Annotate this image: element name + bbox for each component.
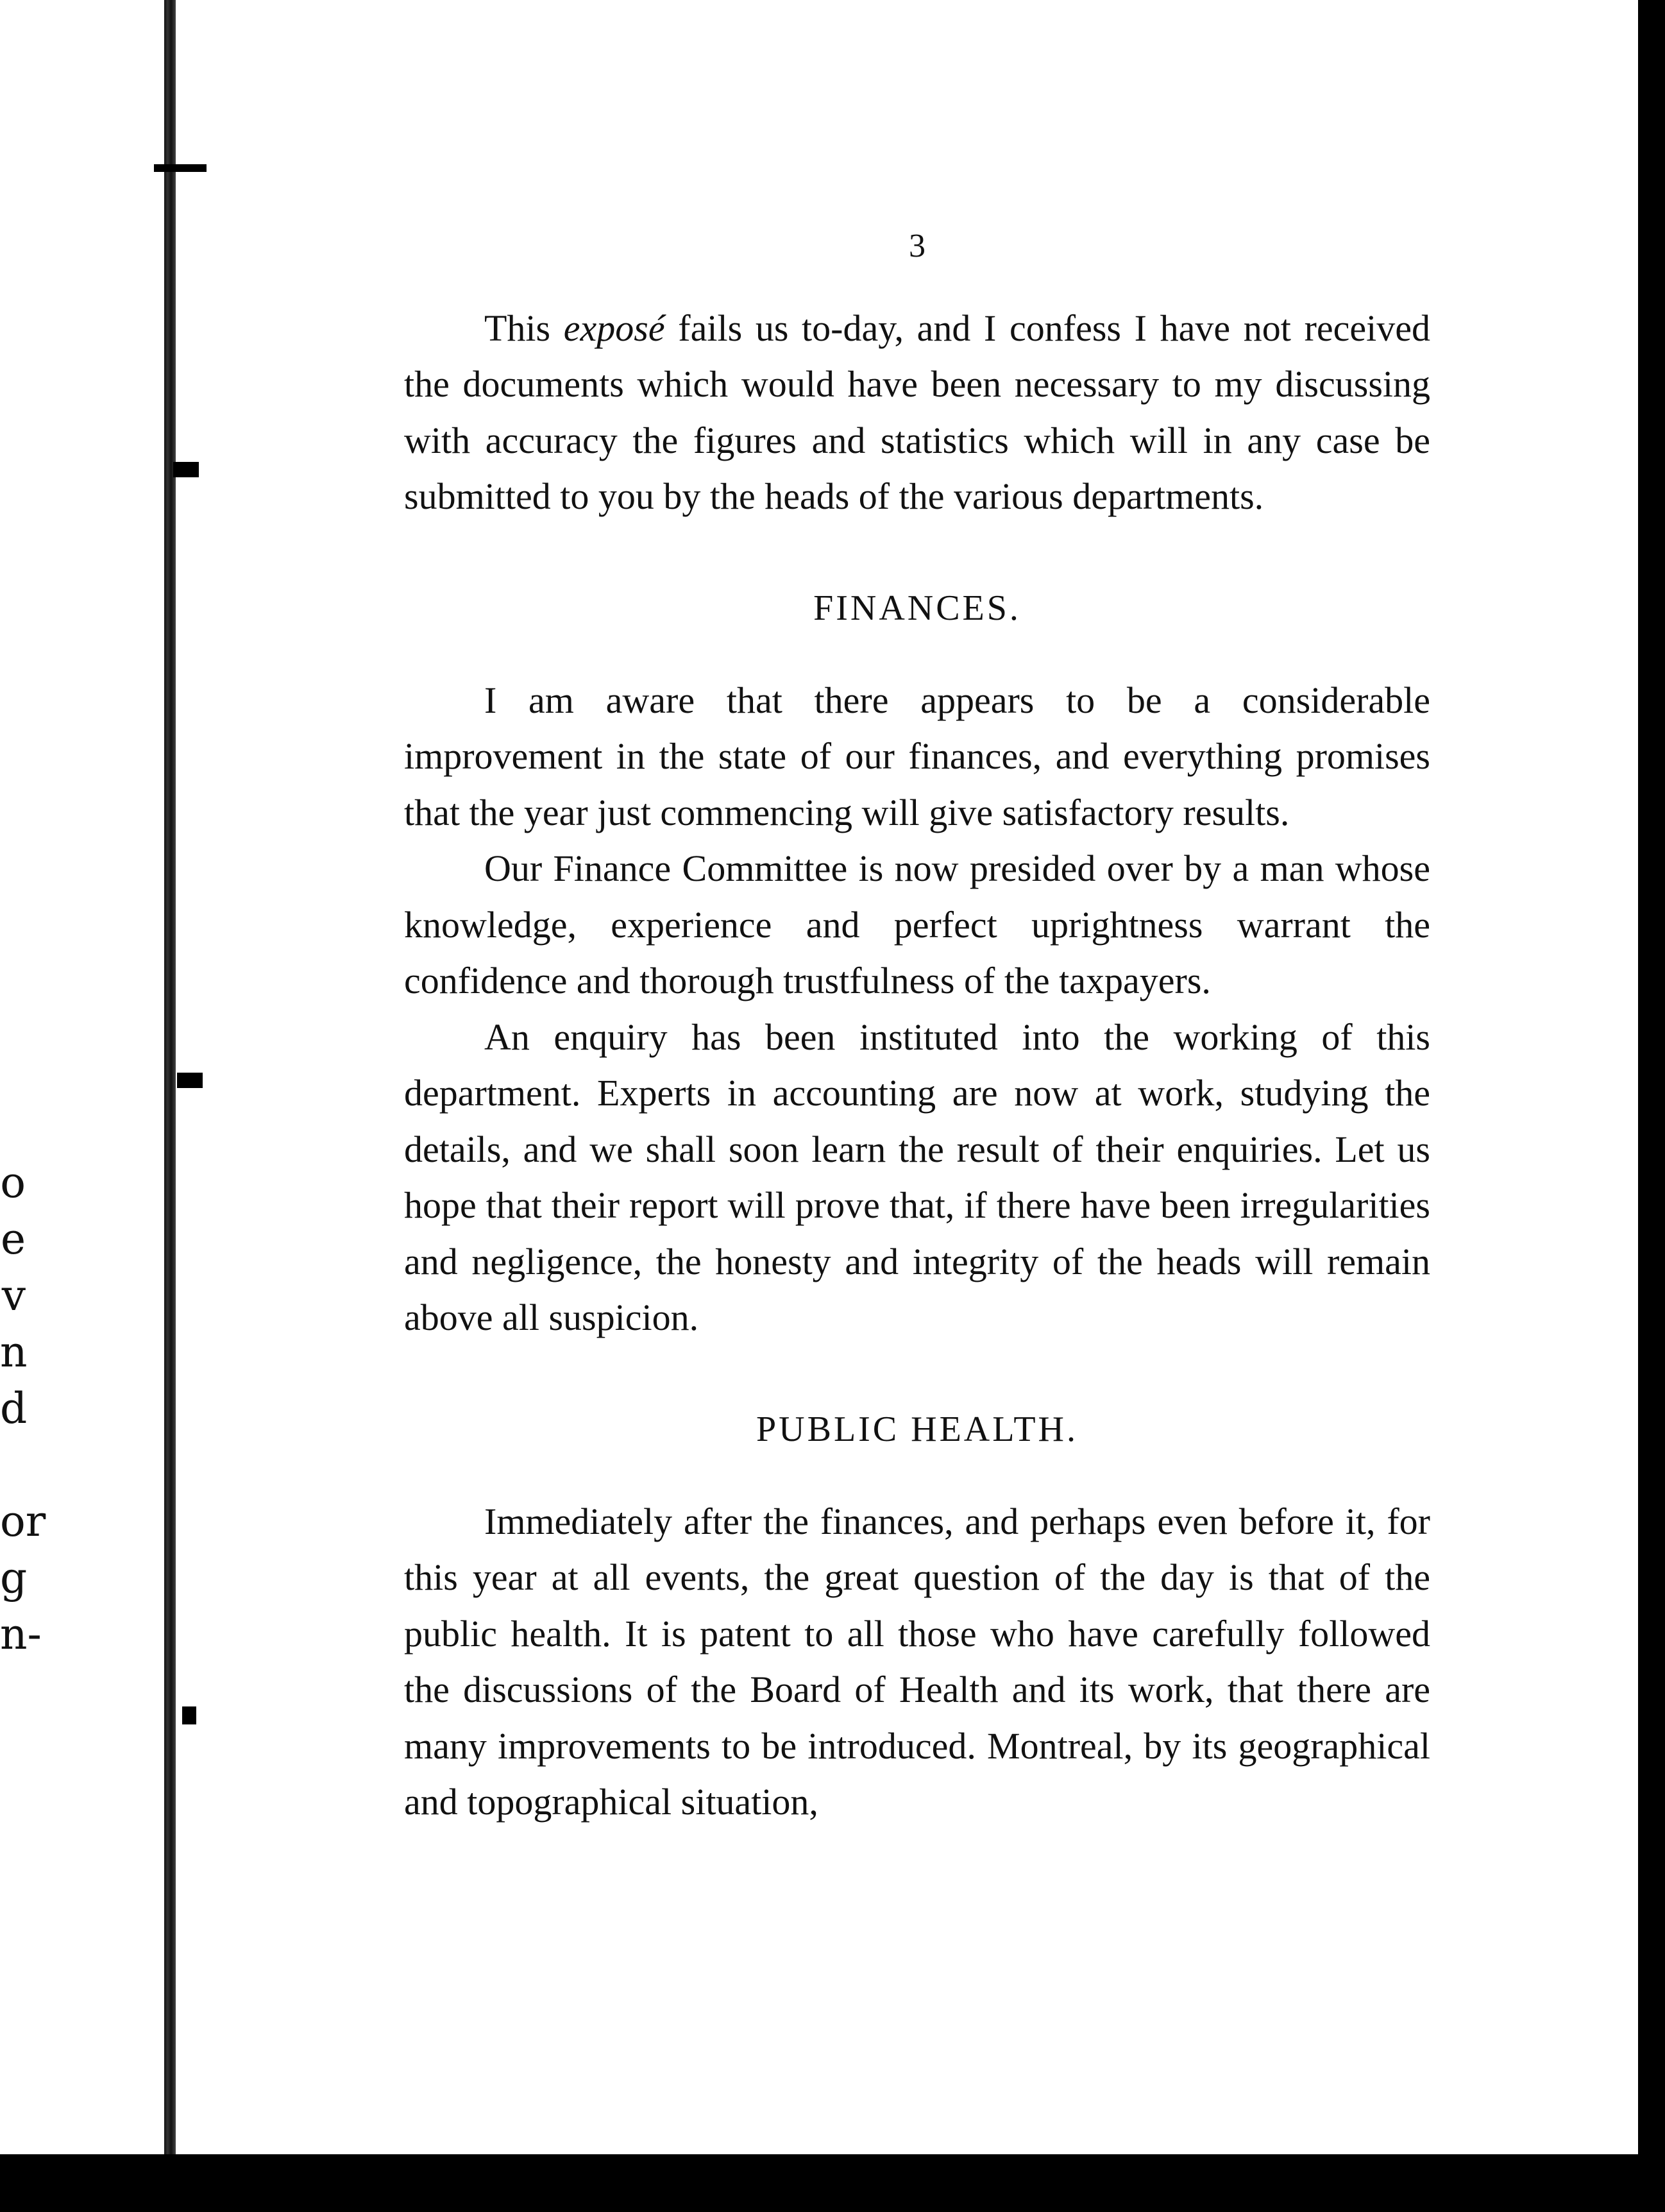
public-health-paragraph-1: Immediately after the finances, and perhaps even before it, for this year at all events, the great question of the day is that of the public health. It is patent to all those who have carefully followed the discussions of the Board of Health and its work, that there are many improvements to be introduced. Montreal, by its geographical and topographical situation, xyxy=(404,1500,1430,1823)
fragment: n xyxy=(0,1327,28,1377)
binding-mark xyxy=(154,164,207,172)
intro-text-rest: fails us to-day, and I confess I have not received the documents which would have been necessary to my discussing with accuracy the figures and statistics which will in any case be submitted to you by the heads of the various departments. xyxy=(404,307,1430,517)
fragment: o xyxy=(0,1158,26,1207)
finances-paragraph-3: An enquiry has been instituted into the working of this department. Experts in accounting are now at work, studying the details, and we shall soon learn the result of their enquiries. Let us hope that their report will prove that, if there have been irregularities and negligence, the honesty and integrity of the heads will remain above all suspicion. xyxy=(404,1016,1430,1338)
section-heading-finances: FINANCES. xyxy=(813,588,1021,628)
binding-mark xyxy=(182,1706,196,1724)
facing-page-fragments xyxy=(0,1155,46,2053)
fragment: or xyxy=(0,1497,46,1546)
fragment: n- xyxy=(0,1610,42,1659)
fragment: g xyxy=(0,1553,28,1603)
finances-paragraph-2: Our Finance Committee is now presided over by a man whose knowledge, experience and perfect uprightness warrant the confidence and thorough trustfulness of the taxpayers. xyxy=(404,847,1430,1001)
binding-mark xyxy=(173,462,199,477)
fragment: e xyxy=(0,1214,26,1264)
finances-paragraph-1: I am aware that there appears to be a considerable improvement in the state of our finances, and everything promises that the year just commencing will give satisfactory results. xyxy=(404,679,1430,833)
fragment xyxy=(0,1437,26,1493)
page-number: 3 xyxy=(909,228,925,264)
intro-text-start: This xyxy=(484,307,564,349)
section-heading-public-health: PUBLIC HEALTH. xyxy=(756,1409,1078,1449)
intro-paragraph xyxy=(404,300,1430,525)
fragment: v xyxy=(1,1271,26,1320)
scan-border-right xyxy=(1638,0,1665,2212)
binding-mark xyxy=(177,1073,203,1088)
binding-gutter xyxy=(164,0,176,2154)
scan-border-bottom xyxy=(0,2154,1665,2212)
fragment: d xyxy=(0,1384,28,1433)
intro-italic-word: exposé xyxy=(563,307,665,349)
page-content xyxy=(404,218,1430,1830)
